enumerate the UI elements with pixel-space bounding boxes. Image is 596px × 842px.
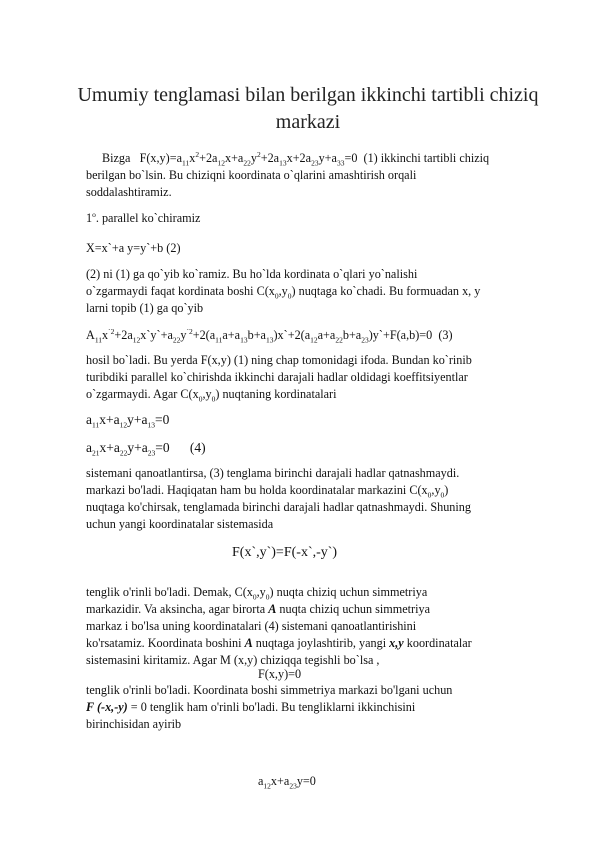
item-degree: o [92,209,96,219]
para5-line-2 [86,601,550,617]
para5-line-3: markaz i bo'lsa uning koordinatalari (4) sistemani qanoatlantirishini [86,619,417,633]
para4-line-1: sistemani qanoatlantirsa, (3) tenglama birinchi darajali hadlar qatnashmaydi. [86,466,460,480]
para3-text-b: ,y [202,387,212,401]
para2-text-b: ,y [278,284,288,298]
para5-line-5: sistemasini kiritamiz. Agar M (x,y) chiziqqa tegishli bo`lsa , [86,653,380,667]
f-neg-xy: F (-x,-y) [86,700,128,714]
page-title [70,82,546,136]
para5-line-7 [86,699,550,715]
para5-text-i: = 0 tenglik ham o'rinli bo'ladi. Bu tengliklarni ikkinchisini [127,700,416,714]
equation-1-line: Bizga $F(x,y)=a_{11}x^2+2a_{12}x+a_{22}y^2+2a_{13}x+2a_{23}y+a_{33}=0$ (1) ikkinchi tartibli chiziq [102,149,490,168]
para4-line-2: markazi bo'ladi. Haqiqatan ham bu holda koordinatalar markazini $C(x_0,y_0)$ [86,483,449,500]
title-line-2: markazi [275,111,341,133]
item-number: 1 [86,211,93,225]
para5-text-e: nuqta chiziq uchun simmetriya [276,602,430,616]
eq1-desc: (1) ikkinchi tartibli chiziq [363,151,490,165]
para5-text-g: nuqtaga joylashtirib, yangi [252,636,390,650]
para5-line-6: tenglik o'rinli bo'ladi. Koordinata boshi simmetriya markazi bo'lgani uchun [86,683,453,697]
para2-line-2: o`zgarmaydi faqat kordinata boshi $C(x_0,y_0)$ nuqtaga ko`chadi. Bu formuadan x, y [86,284,481,301]
para2-text-a: o`zgarmaydi faqat kordinata boshi C(x [86,284,275,298]
para5-line-1: tenglik o'rinli bo'ladi. Demak, $C(x_0,y_0)$ nuqta chiziq uchun simmetriya [86,585,428,602]
para3-line-1: hosil bo`ladi. Bu yerda F(x,y) (1) ning chap tomonidagi ifoda. Bundan ko`rinib [86,353,472,367]
para4-text-c: ) [444,483,449,497]
para4-line-3: nuqtaga ko'chirsak, tenglamada birinchi darajali hadlar qatnashmaydi. Shuning [86,500,471,514]
final-equation: $a_{12}x+a_{23}y=0$ [258,774,316,791]
equation-label-4: (4) [189,440,206,455]
para3-text-c: ) nuqtaning kordinatalari [215,387,337,401]
intro-word: Bizga [102,151,131,165]
equation-fxy: F(x,y)=0 [258,667,302,681]
para4-line-4: uchun yangi koordinatalar sistemasida [86,517,274,531]
xy-label: x,y [389,636,404,650]
title-line-1: Umumiy tenglamasi bilan berilgan ikkinchi tartibli chiziq [77,84,539,106]
para5-text-d: markazidir. Va aksincha, agar birorta [86,602,269,616]
item-text: . parallel ko`chiramiz [95,211,201,225]
item-1-heading [86,210,550,226]
equation-3: $A_{11}x^{`2}+2a_{12}x`y`+a_{22}y^{`2}+2(a_{11}a+a_{13}b+a_{13})x`+2(a_{12}a+a_{22}b+a_{23})y`+F(a,b)=0$ (3) [86,326,453,345]
system-equation-2: $a_{21}x+a_{22}y+a_{23}=0$ (4) [86,440,206,458]
para2-line-3: larni topib (1) ga qo`yib [86,301,204,315]
point-a-label: A [268,602,277,616]
para1-line-2: berilgan bo`lsin. Bu chiziqni koordinata o`qlarini amashtirish orqali [86,168,417,182]
para5-line-8: birinchisidan ayirib [86,717,182,731]
para1-line-3: soddalashtiramiz. [86,185,172,199]
para3-text-a: o`zgarmaydi. Agar C(x [86,387,199,401]
point-a-label-2: A [244,636,253,650]
symmetry-equation: F(x`,y`)=F(-x`,-y`) [232,545,338,560]
para5-line-4 [86,635,550,651]
para3-line-2: turibdiki parallel ko`chirishda ikkinchi darajali hadlar oldidagi koeffitsiyentlar [86,370,468,384]
para5-text-a: tenglik o'rinli bo'ladi. Demak, C(x [86,585,253,599]
transform-equation: X=x`+a y=y`+b (2) [86,241,181,255]
para4-text-a: markazi bo'ladi. Haqiqatan ham bu holda koordinatalar markazini C(x [86,483,428,497]
para5-text-h: koordinatalar [403,636,472,650]
para4-text-b: ,y [431,483,441,497]
para5-text-c: ) nuqta chiziq uchun simmetriya [269,585,428,599]
para5-text-b: ,y [256,585,266,599]
para5-text-f: ko'rsatamiz. Koordinata boshini [86,636,245,650]
system-equation-1: $a_{11}x+a_{12}y+a_{13}=0$ [86,412,170,430]
para2-text-c: ) nuqtaga ko`chadi. Bu formuadan x, y [291,284,481,298]
para3-line-3: o`zgarmaydi. Agar $C(x_0,y_0)$ nuqtaning kordinatalari [86,387,337,404]
para2-line-1: (2) ni (1) ga qo`yib ko`ramiz. Bu ho`lda kordinata o`qlari yo`nalishi [86,267,418,281]
